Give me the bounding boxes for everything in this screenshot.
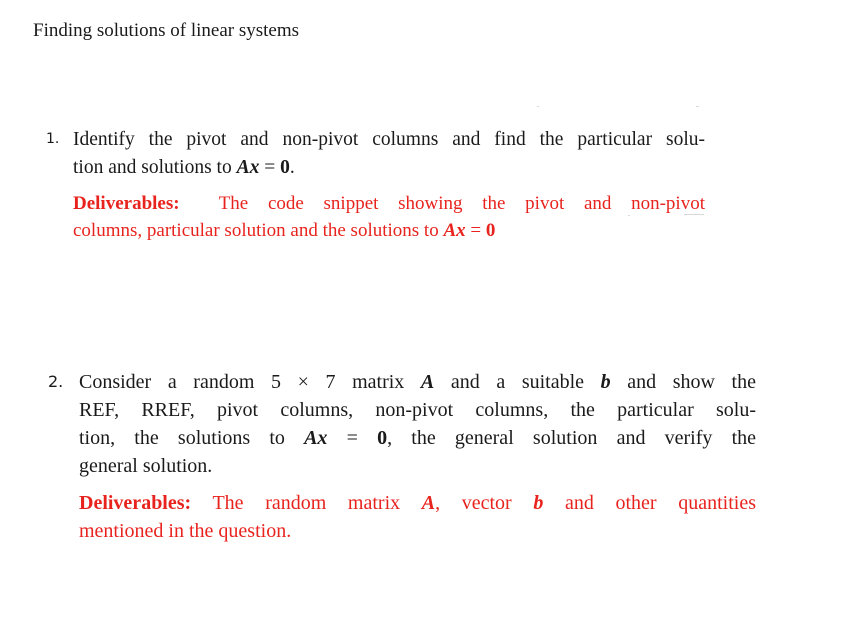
deliverables-text: The random matrix A, vector b and other quantities [212, 492, 756, 514]
item-line: Consider a random 5 × 7 matrix A and a suitable b and show the [79, 371, 756, 393]
item-number: 2. [48, 372, 64, 391]
item-line: general solution. [79, 455, 213, 477]
scan-artifact [696, 106, 699, 107]
list-item-1 [46, 126, 711, 244]
item-line: tion and solutions to Ax = 0. [73, 157, 295, 178]
deliverables-line: mentioned in the question. [79, 520, 292, 542]
scan-artifact [628, 215, 630, 216]
deliverables-line: columns, particular solution and the solutions to Ax = 0 [73, 220, 496, 241]
deliverables [79, 489, 756, 545]
deliverables-line [79, 489, 756, 517]
deliverables-text: The code snippet showing the pivot and non-pivot [218, 193, 705, 214]
scan-artifact [684, 214, 704, 215]
item-line: REF, RREF, pivot columns, non-pivot columns, the particular solu- [79, 399, 756, 421]
item-text [73, 126, 705, 182]
deliverables [73, 190, 705, 244]
item-line: Identify the pivot and non-pivot columns and find the particular solu- [73, 129, 705, 150]
item-text [79, 368, 756, 480]
page-title: Finding solutions of linear systems [33, 20, 299, 41]
item-line: tion, the solutions to Ax = 0, the general solution and verify the [79, 427, 757, 449]
deliverables-label: Deliverables: [73, 193, 180, 214]
item-number: 1. [46, 131, 60, 147]
scan-artifact [537, 106, 539, 107]
list-item-2 [48, 368, 760, 545]
deliverables-label: Deliverables: [79, 492, 192, 514]
deliverables-line [73, 190, 705, 217]
